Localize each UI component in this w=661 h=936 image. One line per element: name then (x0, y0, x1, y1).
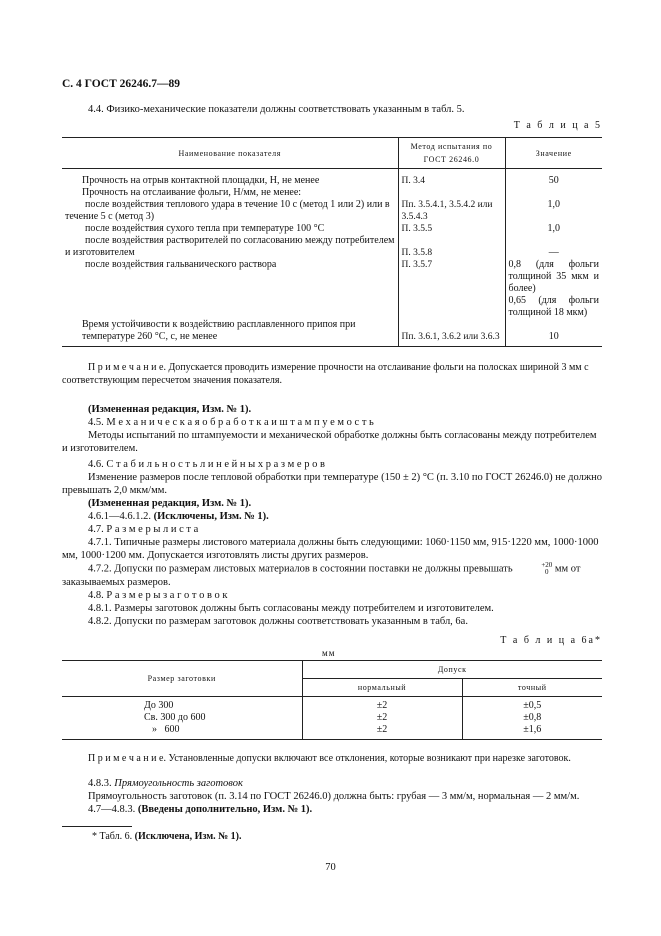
added-note: (Введены дополнительно, Изм. № 1). (137, 804, 313, 815)
tolerance-upper: +20 (541, 561, 553, 569)
table6a-col-tolerance: Допуск (302, 661, 602, 679)
paragraph-4-8-3-text: Прямоугольность заготовок (п. 3.14 по ГОСТ 26246.0) должна быть: грубая — 3 мм/м, нормальная — 2 мм/м. (88, 791, 580, 802)
table6a-cell-size: » 600 (62, 724, 302, 740)
table5-col-method: Метод испытания по ГОСТ 26246.0 (398, 138, 505, 169)
footnote-excluded: (Исключена, Изм. № 1). (134, 831, 242, 842)
table6a-cell-normal: ±2 (302, 697, 462, 713)
section-4-8-heading: 4.8. Р а з м е р ы з а г о т о в о к (88, 590, 228, 601)
table5-cell-name: после воздействия сухого тепла при температуре 100 °С (85, 223, 325, 234)
table-row (62, 169, 602, 188)
document-page (62, 78, 602, 843)
table5-col-value: Значение (505, 138, 602, 169)
clause-number: 4.8.3. (88, 778, 112, 789)
table6a-col-normal: нормальный (302, 679, 462, 697)
table5-cell-value (505, 187, 602, 199)
table5-col-name: Наименование показателя (62, 138, 398, 169)
clause-number: 4.6.1—4.6.1.2. (88, 511, 151, 522)
table5-cell-name: после воздействия теплового удара в течение 10 с (метод 1 или 2) или в течение 5 с (метод 3) (65, 199, 390, 222)
table5-cell-value: — (505, 235, 602, 259)
footnote-divider (62, 826, 132, 827)
paragraph-4-8-1: 4.8.1. Размеры заготовок должны быть согласованы между потребителем и изготовителем. (88, 603, 494, 614)
table6a-cell-normal: ±2 (302, 712, 462, 724)
paragraph-4-5: Методы испытаний по штампуемости и механической обработке должны быть согласованы между потребителем и изготовителем. (62, 430, 597, 454)
table5-label: Т а б л и ц а 5 (513, 120, 602, 131)
clause-title: Прямоугольность заготовок (114, 778, 243, 789)
table5-cell-name: Время устойчивости к воздействию расплавленного припоя при температуре 260 °С, с, не менее (62, 319, 398, 347)
table5-cell-name: Прочность на отрыв контактной площадки, Н, не менее (82, 175, 320, 186)
footnote-ref: * Табл. 6. (92, 831, 133, 842)
table5-cell-value: 0,8 (для фольги толщиной 35 мкм и более) 0,65 (для фольги толщиной 18 мкм) (505, 259, 602, 319)
page-number: 70 (325, 862, 336, 873)
paragraph-4-6: Изменение размеров после тепловой обработки при температуре (150 ± 2) °С (п. 3.10 по ГОСТ 26246.0) не должно превышать 2,0 мкм/мм. (62, 472, 602, 496)
tolerance-unit-text: мм от заказываемых размеров. (62, 563, 581, 588)
table6a-col-exact: точный (462, 679, 602, 697)
table-row (62, 199, 602, 223)
table-5 (62, 137, 602, 347)
table5-cell-method: Пп. 3.6.1, 3.6.2 или 3.6.3 (398, 319, 505, 347)
note-table5: П р и м е ч а н и е. Допускается проводить измерение прочности на отслаивание фольги на полосках шириной 3 мм с соответствующим пересчетом значения показателя. (62, 362, 589, 386)
footnote (62, 830, 602, 843)
amendment-note: (Измененная редакция, Изм. № 1). (88, 404, 252, 415)
table-row (62, 697, 602, 713)
section-4-6-heading: 4.6. С т а б и л ь н о с т ь л и н е й н ы х р а з м е р о в (88, 459, 325, 470)
table6a-cell-size: До 300 (144, 700, 174, 711)
table6a-col-size: Размер заготовки (62, 661, 302, 697)
table5-cell-value: 10 (505, 319, 602, 347)
table6a-unit: мм (322, 648, 336, 658)
table-row (62, 712, 602, 724)
paragraph-4-8-2: 4.8.2. Допуски по размерам заготовок должны соответствовать указанным в табл, 6а. (88, 616, 468, 627)
table5-cell-method (398, 187, 505, 199)
table-row (62, 187, 602, 199)
note-table6a: П р и м е ч а н и е. Установленные допуски включают все отклонения, которые возникают при нарезке заготовок. (88, 753, 571, 764)
table-row (62, 259, 602, 319)
table-row (62, 319, 602, 347)
table5-cell-value: 50 (505, 169, 602, 188)
table5-cell-value: 1,0 (505, 223, 602, 235)
table5-cell-method: П. 3.5.5 (398, 223, 505, 235)
amendment-note: (Измененная редакция, Изм. № 1). (88, 498, 252, 509)
table-row (62, 235, 602, 259)
table5-cell-method: Пп. 3.5.4.1, 3.5.4.2 или 3.5.4.3 (398, 199, 505, 223)
paragraph-4-7-1: 4.7.1. Типичные размеры листового материала должны быть следующими: 1060·1150 мм, 915·1220 мм, 1000·1000 мм, 1000·1200 мм. Допускается изготовлять листы других размеров. (62, 537, 599, 561)
table5-cell-value: 1,0 (505, 199, 602, 223)
section-4-5-heading: 4.5. М е х а н и ч е с к а я о б р а б о т к а и ш т а м п у е м о с т ь (88, 417, 374, 428)
page-header: С. 4 ГОСТ 26246.7—89 (62, 78, 181, 90)
table6a-cell-exact: ±1,6 (462, 724, 602, 740)
excluded-note: (Исключены, Изм. № 1). (153, 511, 269, 522)
table5-cell-name: после воздействия гальванического раствора (85, 259, 277, 270)
table6a-cell-normal: ±2 (302, 724, 462, 740)
section-4-7-heading: 4.7. Р а з м е р ы л и с т а (88, 524, 199, 535)
table6a-cell-exact: ±0,8 (462, 712, 602, 724)
tolerance-text: 4.7.2. Допуски по размерам листовых материалов в состоянии поставки не должны превышать (88, 563, 513, 575)
table-6a (62, 660, 602, 740)
paragraph-4-6-1 (62, 510, 602, 523)
table5-cell-method: П. 3.4 (398, 169, 505, 188)
paragraph-4-8-3 (62, 777, 602, 790)
table5-cell-method: П. 3.5.8 (398, 235, 505, 259)
table5-cell-name: после воздействия растворителей по согласованию между потребителем и изготовителем (65, 235, 395, 258)
table5-cell-method: П. 3.5.7 (398, 259, 505, 319)
table6a-cell-exact: ±0,5 (462, 697, 602, 713)
table6a-label: Т а б л и ц а 6а* (500, 635, 602, 646)
table5-cell-name: Прочность на отслаивание фольги, Н/мм, не менее: (82, 187, 302, 198)
table6a-cell-size: Св. 300 до 600 (144, 712, 206, 723)
paragraph-4-7-2 (62, 562, 602, 589)
paragraph-4-7-4-8-3 (62, 803, 602, 816)
paragraph-4-4: 4.4. Физико-механические показатели должны соответствовать указанным в табл. 5. (88, 104, 465, 115)
tolerance-lower: 0 (545, 568, 549, 576)
clause-number: 4.7—4.8.3. (88, 804, 136, 815)
table-row (62, 223, 602, 235)
table-row (62, 724, 602, 740)
